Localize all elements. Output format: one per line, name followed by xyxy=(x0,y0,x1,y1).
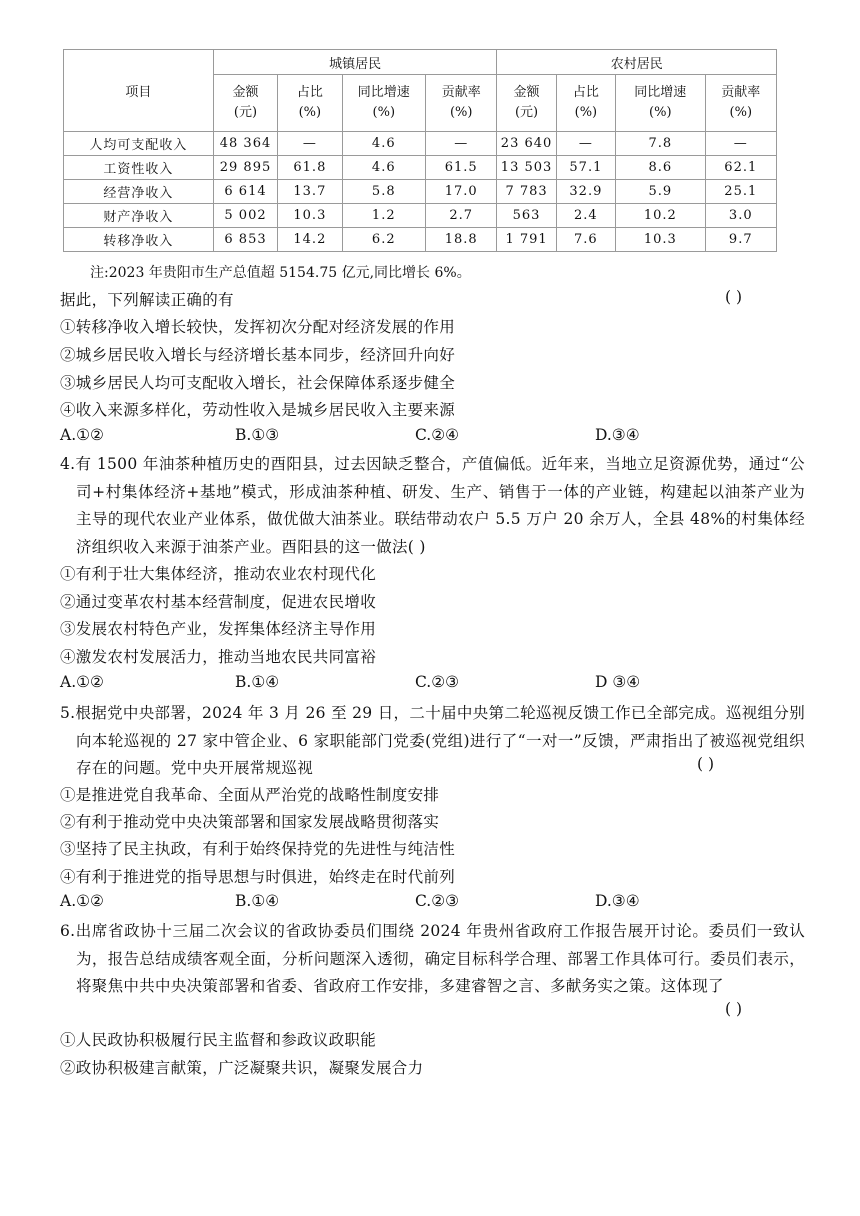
table-cell: 6 614 xyxy=(213,180,277,204)
q3-item-2: ②城乡居民收入增长与经济增长基本同步，经济回升向好 xyxy=(60,346,456,364)
q5-item-4: ④有利于推进党的指导思想与时俱进，始终走在时代前列 xyxy=(60,868,456,886)
table-cell: 7.6 xyxy=(556,228,615,252)
q5-options xyxy=(60,892,780,916)
q3-option-d[interactable]: D.③④ xyxy=(595,426,640,444)
table-cell: 563 xyxy=(497,204,556,228)
sub-header: 贡献率 (%) xyxy=(426,75,497,132)
table-cell: 62.1 xyxy=(705,156,776,180)
sub-header: 占比 (%) xyxy=(556,75,615,132)
sub-header: 金额 (元) xyxy=(497,75,556,132)
q3-item-1: ①转移净收入增长较快，发挥初次分配对经济发展的作用 xyxy=(60,318,456,336)
rural-group-header: 农村居民 xyxy=(497,50,777,75)
q5-item-3: ③坚持了民主执政，有利于始终保持党的先进性与纯洁性 xyxy=(60,840,456,858)
table-cell: 7.8 xyxy=(616,132,706,156)
q5-stem: 5.根据党中央部署，2024 年 3 月 26 至 29 日，二十届中央第二轮巡视反馈工作已全部完成。巡视组分别向本轮巡视的 27 家中管企业、6 家职能部门党委(党组)进行了“一对一”反馈，严肃指出了被巡视党组织存在的问题。党中央开展常规巡视 xyxy=(60,704,805,777)
table-cell: 10.2 xyxy=(616,204,706,228)
table-cell: 5.8 xyxy=(342,180,425,204)
q6-item-2: ②政协积极建言献策，广泛凝聚共识，凝聚发展合力 xyxy=(60,1059,424,1077)
table-row xyxy=(64,132,777,156)
sub-header: 金额 (元) xyxy=(213,75,277,132)
q3-answer-paren: ( ) xyxy=(725,288,743,306)
table-cell: 61.8 xyxy=(278,156,342,180)
table-cell: — xyxy=(705,132,776,156)
table-cell: 4.6 xyxy=(342,132,425,156)
q3-options xyxy=(60,426,780,450)
q4-option-d[interactable]: D ③④ xyxy=(595,673,641,691)
row-label: 财产净收入 xyxy=(64,204,214,228)
table-row xyxy=(64,156,777,180)
q4-option-b[interactable]: B.①④ xyxy=(235,673,280,691)
table-cell: 2.7 xyxy=(426,204,497,228)
sub-header: 同比增速 (%) xyxy=(616,75,706,132)
q5-option-b[interactable]: B.①④ xyxy=(235,892,280,910)
q5-option-a[interactable]: A.①② xyxy=(60,892,104,910)
table-cell: 57.1 xyxy=(556,156,615,180)
q3-option-c[interactable]: C.②④ xyxy=(415,426,460,444)
q3-item-3: ③城乡居民人均可支配收入增长，社会保障体系逐步健全 xyxy=(60,374,456,392)
q4-item-2: ②通过变革农村基本经营制度，促进农民增收 xyxy=(60,593,377,611)
q5-item-1: ①是推进党自我革命、全面从严治党的战略性制度安排 xyxy=(60,786,440,804)
q4-option-c[interactable]: C.②③ xyxy=(415,673,460,691)
table-group-header-row xyxy=(64,50,777,75)
table-cell: 13 503 xyxy=(497,156,556,180)
table-cell: 10.3 xyxy=(278,204,342,228)
table-cell: 7 783 xyxy=(497,180,556,204)
sub-header: 贡献率 (%) xyxy=(705,75,776,132)
table-cell: 1.2 xyxy=(342,204,425,228)
q3-option-a[interactable]: A.①② xyxy=(60,426,104,444)
q6-item-1: ①人民政协积极履行民主监督和参政议政职能 xyxy=(60,1031,377,1049)
table-cell: 8.6 xyxy=(616,156,706,180)
table-cell: 5.9 xyxy=(616,180,706,204)
q3-item-4: ④收入来源多样化，劳动性收入是城乡居民收入主要来源 xyxy=(60,401,456,419)
q3-stem: 据此，下列解读正确的有 xyxy=(60,291,234,309)
table-cell: 5 002 xyxy=(213,204,277,228)
table-cell: 14.2 xyxy=(278,228,342,252)
sub-header: 占比 (%) xyxy=(278,75,342,132)
q5-option-d[interactable]: D.③④ xyxy=(595,892,640,910)
table-cell: 3.0 xyxy=(705,204,776,228)
table-cell: 2.4 xyxy=(556,204,615,228)
table-cell: 9.7 xyxy=(705,228,776,252)
table-cell: 48 364 xyxy=(213,132,277,156)
table-cell: 10.3 xyxy=(616,228,706,252)
table-cell: 32.9 xyxy=(556,180,615,204)
q4-option-a[interactable]: A.①② xyxy=(60,673,104,691)
q5-item-2: ②有利于推动党中央决策部署和国家发展战略贯彻落实 xyxy=(60,813,440,831)
table-cell: 6.2 xyxy=(342,228,425,252)
row-label: 工资性收入 xyxy=(64,156,214,180)
table-cell: 25.1 xyxy=(705,180,776,204)
table-cell: 6 853 xyxy=(213,228,277,252)
q4-stem: 4.有 1500 年油茶种植历史的酉阳县，过去因缺乏整合，产值偏低。近年来，当地立足资源优势，通过“公司+村集体经济+基地”模式，形成油茶种植、研发、生产、销售于一体的产业链，构建起以油茶产业为主导的现代农业产业体系，做优做大油茶业。联结带动农户 5.5 万户 20 余万人，全县 48%的村集体经济组织收入来源于油茶产业。酉阳县的这一做法( ) xyxy=(60,455,805,556)
table-cell: 18.8 xyxy=(426,228,497,252)
table-row xyxy=(64,180,777,204)
q4-item-3: ③发展农村特色产业，发挥集体经济主导作用 xyxy=(60,620,377,638)
table-cell: 23 640 xyxy=(497,132,556,156)
q5-option-c[interactable]: C.②③ xyxy=(415,892,460,910)
q4-item-4: ④激发农村发展活力，推动当地农民共同富裕 xyxy=(60,648,377,666)
q6-answer-paren: ( ) xyxy=(725,1000,743,1018)
item-header: 项目 xyxy=(64,50,214,132)
table-cell: — xyxy=(556,132,615,156)
table-cell: 61.5 xyxy=(426,156,497,180)
q4-options xyxy=(60,673,780,697)
table-cell: — xyxy=(426,132,497,156)
q3-option-b[interactable]: B.①③ xyxy=(235,426,280,444)
table-row xyxy=(64,204,777,228)
table-cell: 13.7 xyxy=(278,180,342,204)
table-cell: — xyxy=(278,132,342,156)
sub-header: 同比增速 (%) xyxy=(342,75,425,132)
q4-item-1: ①有利于壮大集体经济，推动农业农村现代化 xyxy=(60,565,377,583)
table-cell: 17.0 xyxy=(426,180,497,204)
table-cell: 4.6 xyxy=(342,156,425,180)
q6-stem: 6.出席省政协十三届二次会议的省政协委员们围绕 2024 年贵州省政府工作报告展开讨论。委员们一致认为，报告总结成绩客观全面，分析问题深入透彻，确定目标科学合理、部署工作具体可行。委员们表示，将聚焦中共中央决策部署和省委、省政府工作安排，多建睿智之言、多献务实之策。这体现了 xyxy=(60,922,805,995)
row-label: 经营净收入 xyxy=(64,180,214,204)
q5-answer-paren: ( ) xyxy=(697,755,715,773)
income-table xyxy=(63,49,777,252)
urban-group-header: 城镇居民 xyxy=(213,50,497,75)
table-cell: 1 791 xyxy=(497,228,556,252)
table-row xyxy=(64,228,777,252)
row-label: 人均可支配收入 xyxy=(64,132,214,156)
table-note: 注:2023 年贵阳市生产总值超 5154.75 亿元,同比增长 6%。 xyxy=(90,265,471,281)
row-label: 转移净收入 xyxy=(64,228,214,252)
table-cell: 29 895 xyxy=(213,156,277,180)
